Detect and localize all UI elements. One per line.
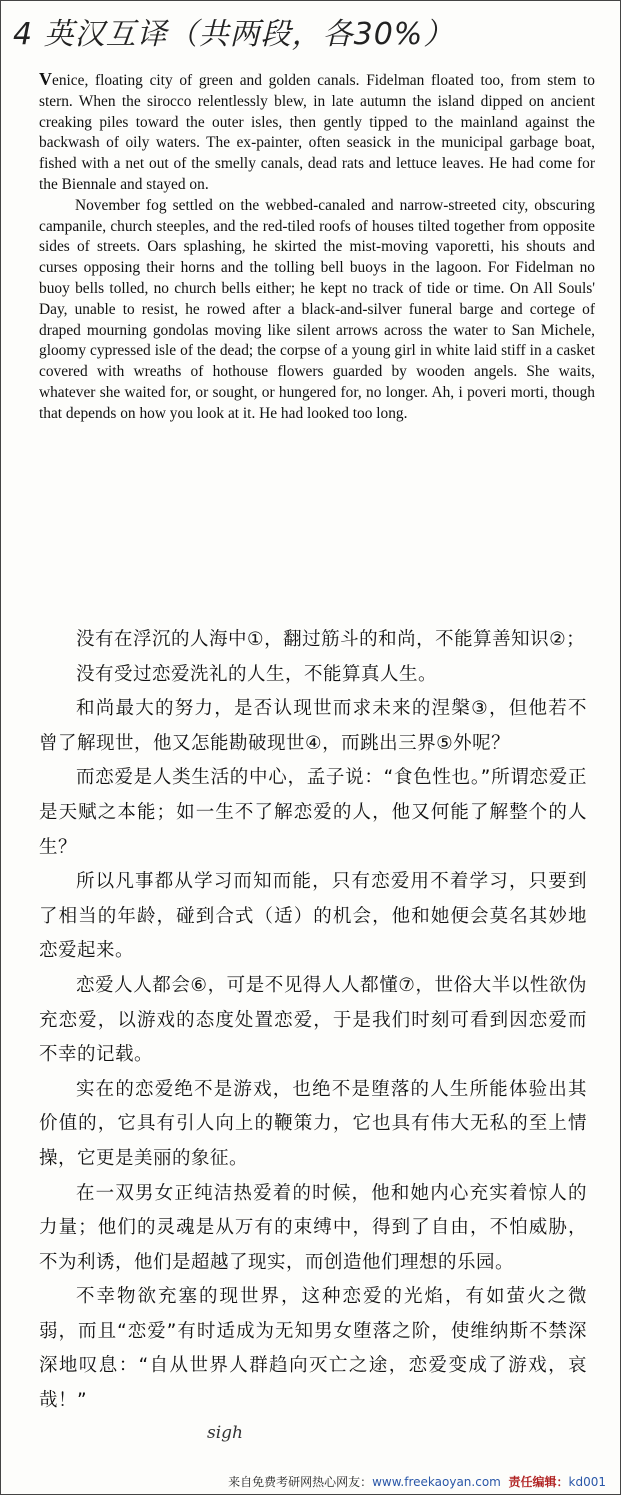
footer-editor: kd001 bbox=[568, 1475, 606, 1489]
footer-site-link[interactable]: www.freekaoyan.com bbox=[372, 1475, 501, 1489]
english-paragraph-1: Venice, floating city of green and golden canals. Fidelman floated too, from stem to stern. When the sirocco relentlessly blew, in late autumn the island dipped on ancient creaking piles toward the outer isles, then gently tipped to the mainland against the backwash of oily waters. The ex-painter, often seasick in the municipal garbage boat, fished with a net out of the smelly canals, dead rats and lettuce leaves. He had come for the Biennale and stayed on. bbox=[39, 69, 595, 193]
chinese-paragraph-9: 不幸物欲充塞的现世界，这种恋爱的光焰，有如萤火之微弱，而且“恋爱”有时适成为无知男女堕落之阶，使维纳斯不禁深深地叹息：“自从世界人群趋向灭亡之途，恋爱变成了游戏，哀哉！” bbox=[39, 1286, 587, 1412]
section-heading: 4 英汉互译（共两段，各30%） bbox=[13, 17, 455, 52]
chinese-passage bbox=[39, 623, 587, 1419]
chinese-paragraph-2: 没有受过恋爱洗礼的人生，不能算真人生。 bbox=[76, 663, 438, 685]
chinese-paragraph-7: 实在的恋爱绝不是游戏，也绝不是堕落的人生所能体验出其价值的，它具有引人向上的鞭策力，它也具有伟大无私的至上情操，它更是美丽的象征。 bbox=[39, 1078, 587, 1169]
chinese-paragraph-5: 所以凡事都从学习而知而能，只有恋爱用不着学习，只要到了相当的年龄，碰到合式（适）的机会，他和她便会莫名其妙地恋爱起来。 bbox=[39, 871, 587, 962]
chinese-paragraph-4: 而恋爱是人类生活的中心，孟子说：“食色性也。”所谓恋爱正是天赋之本能；如一生不了解恋爱的人，他又何能了解整个的人生？ bbox=[39, 767, 587, 858]
footer-source: 来自免费考研网热心网友： bbox=[228, 1475, 373, 1489]
footer-editor-label: 责任编辑： bbox=[508, 1475, 569, 1489]
chinese-paragraph-8: 在一双男女正纯洁热爱着的时候，他和她内心充实着惊人的力量；他们的灵魂是从万有的束缚中，得到了自由，不怕威胁，不为利诱，他们是超越了现实，而创造他们理想的乐园。 bbox=[39, 1182, 587, 1273]
page-footer bbox=[228, 1473, 606, 1490]
english-paragraph-2: November fog settled on the webbed-canaled and narrow-streeted city, obscuring campanile, church steeples, and the red-tiled roofs of houses tilted together from opposite sides of streets. Oars splashing, he skirted the mist-moving vaporetti, his shouts and curses opposing their horns and the tolling bell buoys in the lagoon. For Fidelman no buoy bells tolled, no church bells either; he kept no track of tide or time. On All Souls' Day, unable to resist, he rowed after a black-and-silver funeral barge and cortege of draped mourning gondolas moving like silent arrows across the water to San Michele, gloomy cypressed isle of the dead; the corpse of a young girl in white laid stiff in a casket covered with wreaths of hothouse flowers guarded by wooden angels. She waits, whatever she waited for, or sought, or hungered for, no longer. Ah, i poveri morti, though that depends on how you look at it. He had looked too long. bbox=[39, 196, 595, 422]
chinese-paragraph-3: 和尚最大的努力，是否认现世而求未来的涅槃③，但他若不曾了解现世，他又怎能勘破现世④，而跳出三界⑤外呢？ bbox=[39, 698, 587, 754]
handwritten-note-sigh: sigh bbox=[207, 1423, 243, 1443]
chinese-paragraph-1: 没有在浮沉的人海中①，翻过筋斗的和尚，不能算善知识②； bbox=[76, 629, 586, 650]
chinese-paragraph-6: 恋爱人人都会⑥，可是不见得人人都懂⑦，世俗大半以性欲伪充恋爱，以游戏的态度处置恋爱，于是我们时刻可看到因恋爱而不幸的记载。 bbox=[39, 974, 587, 1066]
english-passage bbox=[39, 69, 595, 425]
